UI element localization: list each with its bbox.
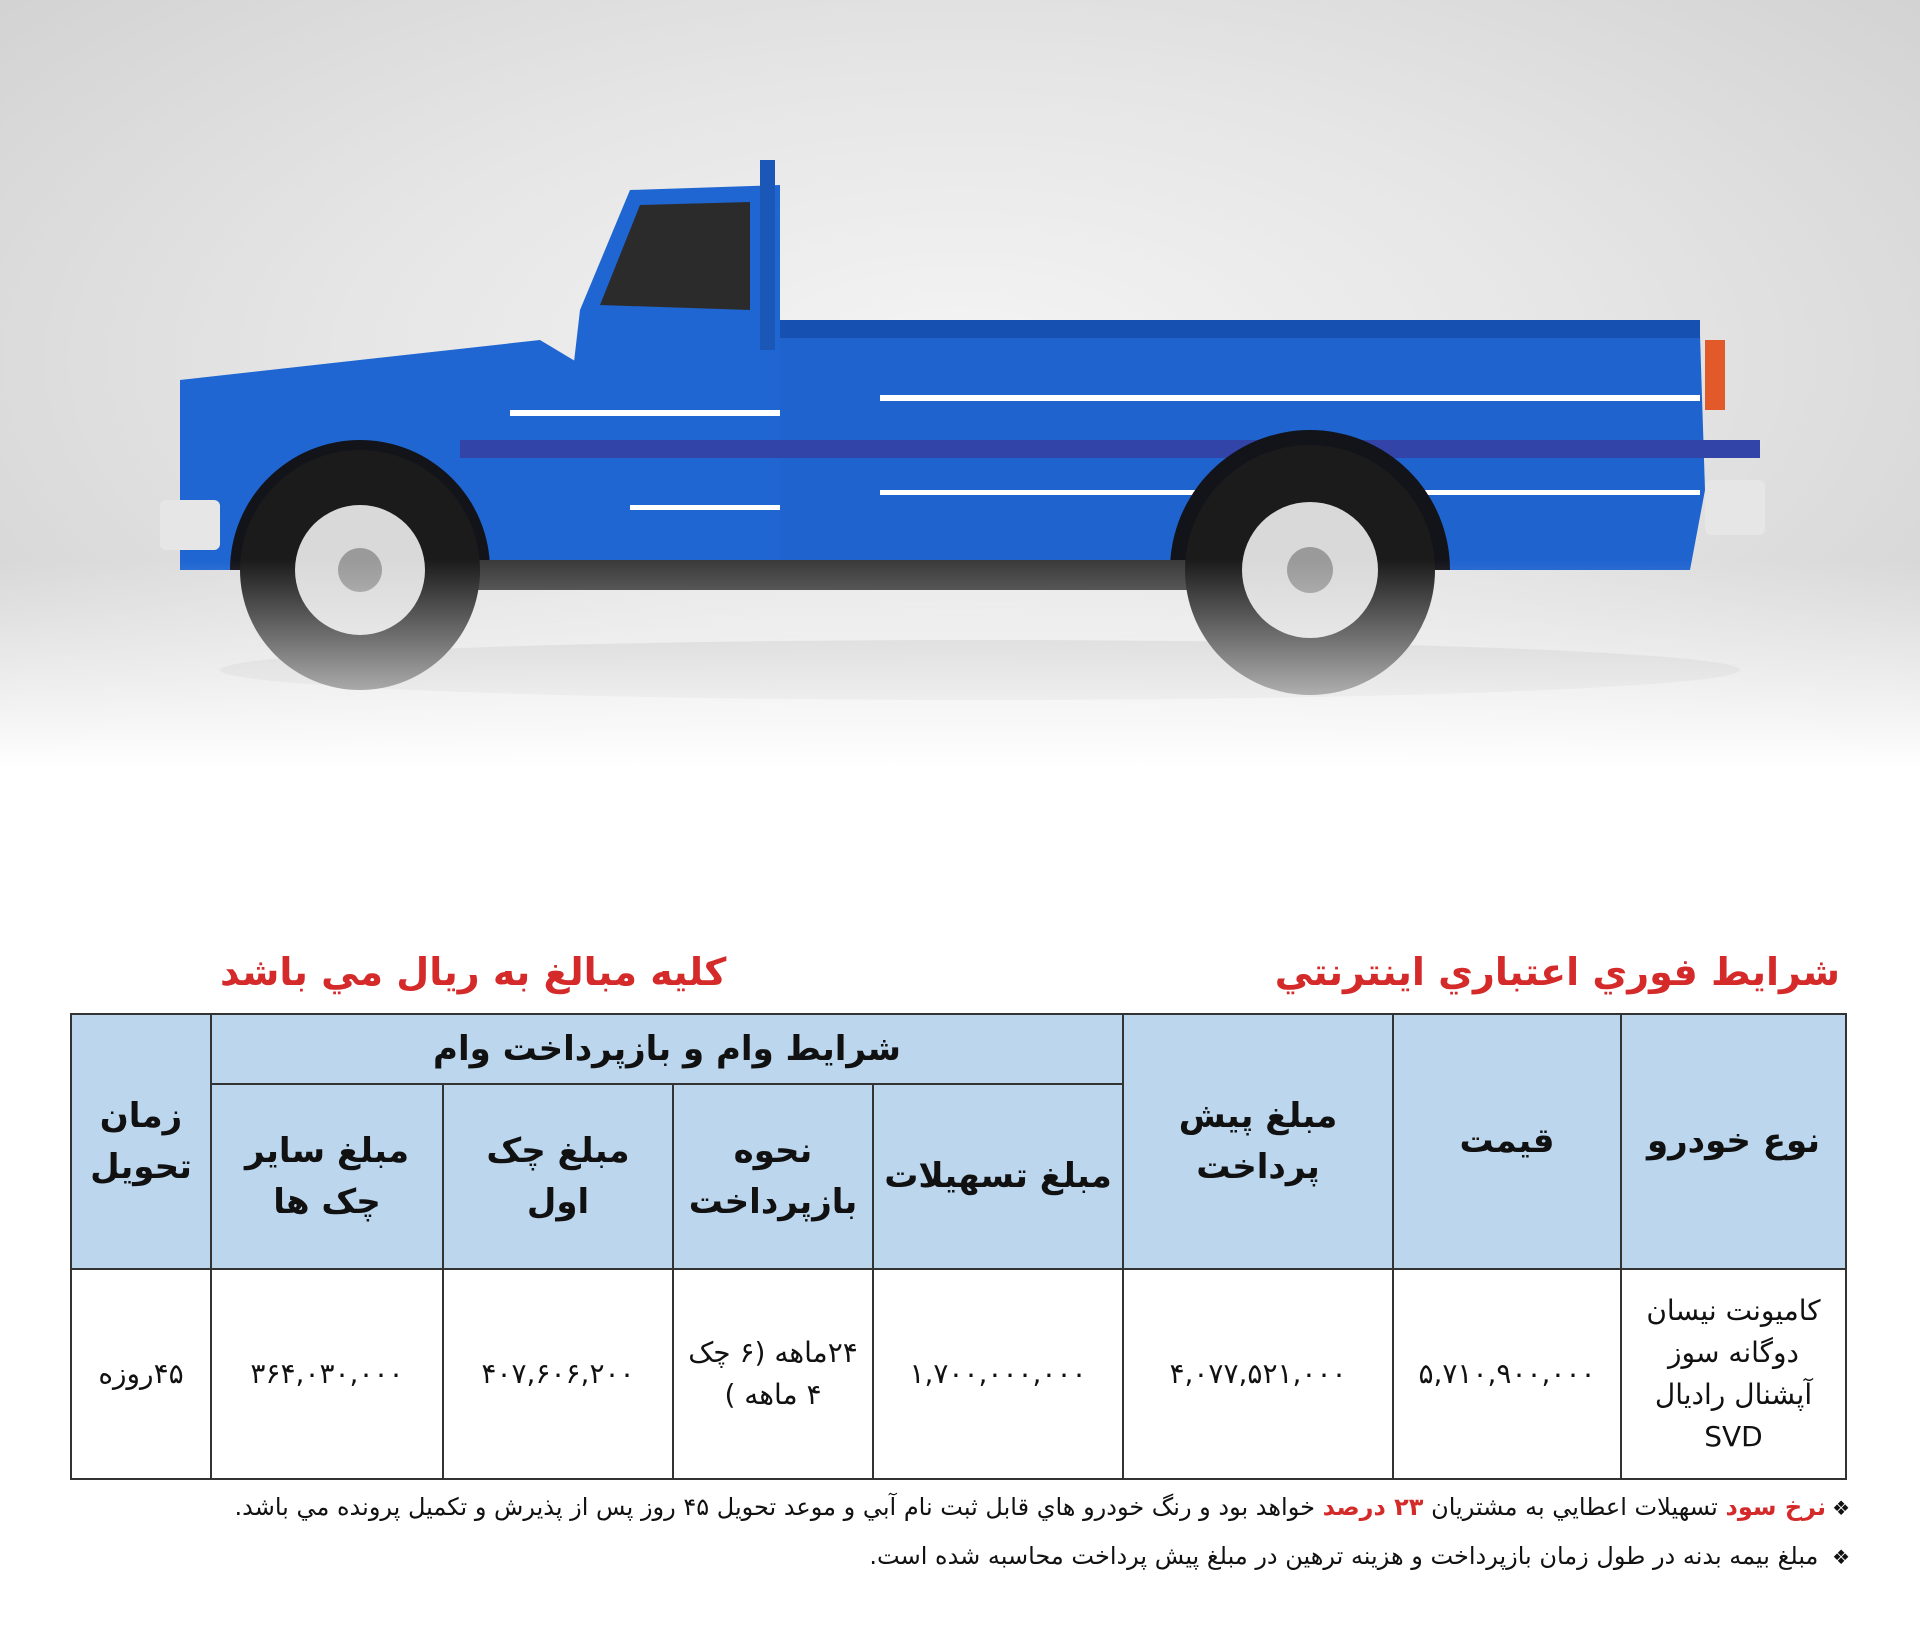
note-interest-text-a: تسهيلات اعطايي به مشتريان	[1431, 1493, 1718, 1521]
note-insurance	[60, 1536, 1850, 1577]
header-down-payment: مبلغ پيش پرداخت	[1123, 1014, 1393, 1269]
table-row	[71, 1269, 1846, 1479]
diamond-bullet-icon: ❖	[1832, 1544, 1850, 1569]
header-other-checks: مبلغ ساير چک ها	[211, 1084, 443, 1269]
hero-fade	[0, 560, 1920, 800]
cell-first-check: ۴۰۷,۶۰۶,۲۰۰	[443, 1269, 673, 1479]
notes	[60, 1487, 1850, 1585]
note-insurance-text: مبلغ بيمه بدنه در طول زمان بازپرداخت و هزينه ترهين در مبلغ پيش پرداخت محاسبه شده است.	[869, 1541, 1819, 1570]
header-loan-group: شرايط وام و بازپرداخت وام	[211, 1014, 1123, 1084]
cell-loan-amount: ۱,۷۰۰,۰۰۰,۰۰۰	[873, 1269, 1123, 1479]
header-delivery-time: زمان تحويل	[71, 1014, 211, 1269]
header-repayment-method: نحوه بازپرداخت	[673, 1084, 873, 1269]
cell-other-checks: ۳۶۴,۰۳۰,۰۰۰	[211, 1269, 443, 1479]
product-hero	[0, 0, 1920, 800]
note-interest-rate: ۲۳ درصد	[1322, 1493, 1424, 1521]
currency-note: كليه مبالغ به ريال مي باشد	[220, 950, 727, 994]
note-interest	[60, 1487, 1850, 1528]
header-price: قيمت	[1393, 1014, 1621, 1269]
header-loan-amount: مبلغ تسهيلات	[873, 1084, 1123, 1269]
diamond-bullet-icon: ❖	[1832, 1496, 1850, 1520]
offer-title: شرايط فوري اعتباري اينترنتي	[1274, 950, 1840, 994]
cell-repayment-method: ۲۴ماهه (۶ چک ۴ ماهه )	[673, 1269, 873, 1479]
cell-price: ۵,۷۱۰,۹۰۰,۰۰۰	[1393, 1269, 1621, 1479]
cell-down-payment: ۴,۰۷۷,۵۲۱,۰۰۰	[1123, 1269, 1393, 1479]
header-row	[71, 1014, 1846, 1084]
terms-table	[70, 1013, 1847, 1480]
header-car-type: نوع خودرو	[1621, 1014, 1846, 1269]
cell-delivery-time: ۴۵روزه	[71, 1269, 211, 1479]
note-interest-label: نرخ سود	[1725, 1493, 1827, 1521]
cell-car-type: كاميونت نيسان دوگانه سوز آپشنال راديال SVD	[1621, 1269, 1846, 1479]
header-first-check: مبلغ چک اول	[443, 1084, 673, 1269]
note-interest-text-b: خواهد بود و رنگ خودرو هاي قابل ثبت نام آبي و موعد تحويل ۴۵ روز پس از پذيرش و تكميل پرونده مي باشد.	[234, 1493, 1315, 1521]
